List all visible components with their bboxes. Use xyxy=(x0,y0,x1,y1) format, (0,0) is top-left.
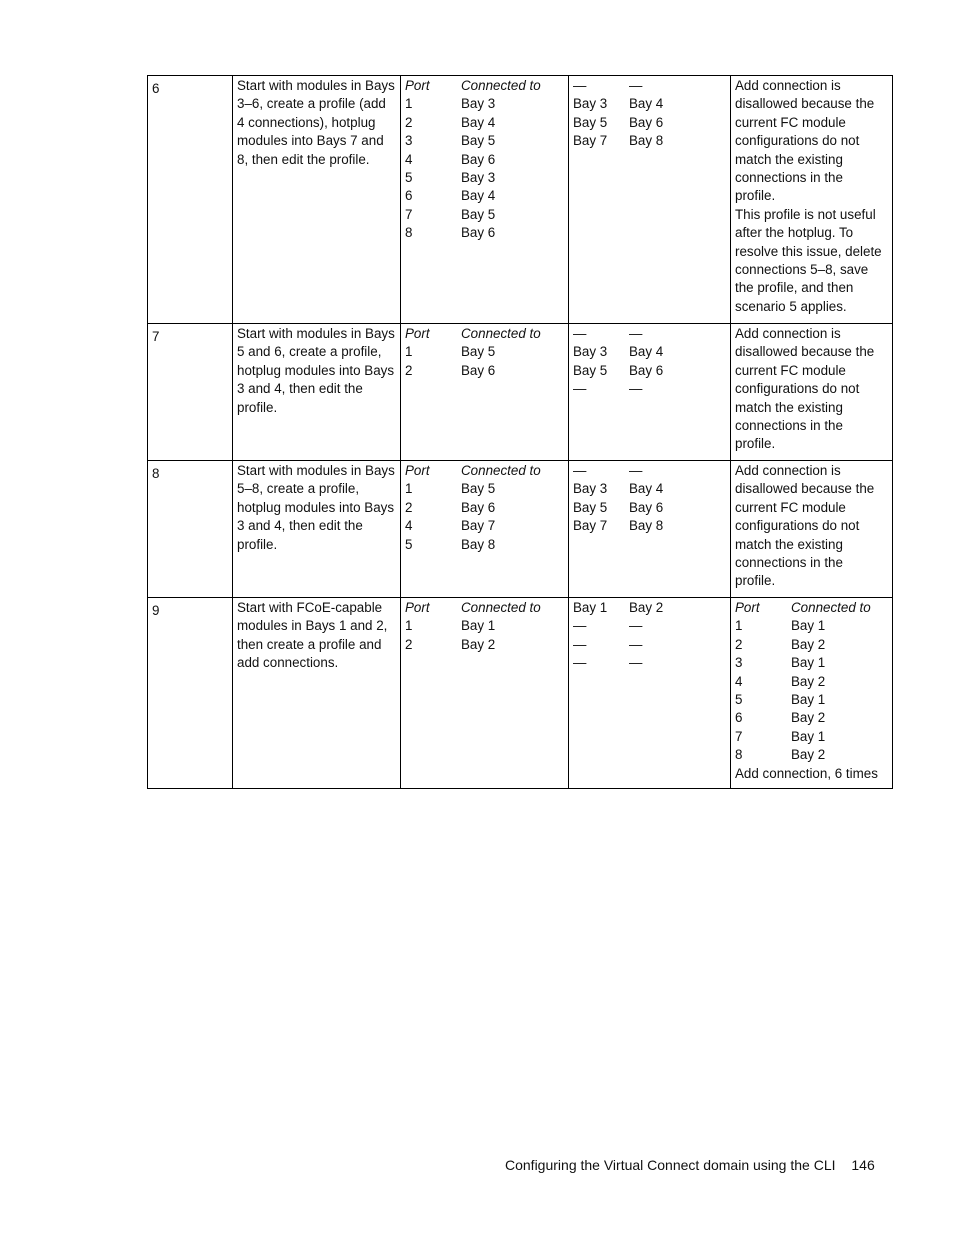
bay-modules-cell xyxy=(569,461,731,598)
bay-row-value: Bay 2 xyxy=(629,600,664,615)
port-header-port: Port xyxy=(405,78,430,93)
port-header-connected: Connected to xyxy=(461,78,541,93)
bay-row-value: Bay 4 xyxy=(629,96,664,112)
table-row xyxy=(148,76,893,324)
result-line: connections in the xyxy=(735,418,843,434)
bay-row-value: Bay 6 xyxy=(629,114,664,130)
result-line: This profile is not useful xyxy=(735,206,876,222)
bay-row-value: Bay 8 xyxy=(629,518,664,534)
bay-row xyxy=(573,325,726,343)
result-line: match the existing xyxy=(735,399,843,415)
port-row-value: Bay 3 xyxy=(461,170,496,186)
page-footer xyxy=(505,1157,875,1173)
scenario-number: 7 xyxy=(148,324,233,461)
result-port-header-connected: Connected to xyxy=(791,600,871,615)
result-line: profile. xyxy=(735,573,776,589)
port-row-value: Bay 5 xyxy=(461,344,496,360)
port-row-key: 2 xyxy=(405,499,413,515)
port-row xyxy=(405,187,564,205)
bay-modules-cell xyxy=(569,76,731,324)
bay-row xyxy=(573,132,726,150)
port-row xyxy=(405,224,564,242)
result-line: disallowed because the xyxy=(735,481,875,497)
result-line: current FC module xyxy=(735,362,846,378)
port-row-value: Bay 6 xyxy=(461,151,496,167)
bay-row-key: — xyxy=(573,636,587,652)
bay-row-value: Bay 4 xyxy=(629,344,664,360)
result-port-row-value: Bay 2 xyxy=(791,710,826,726)
bay-row-key: Bay 7 xyxy=(573,133,608,149)
bay-row-value: Bay 6 xyxy=(629,499,664,515)
port-row-key: 1 xyxy=(405,481,413,497)
result-port-row-value: Bay 1 xyxy=(791,618,826,634)
table-row xyxy=(148,461,893,598)
port-row xyxy=(405,499,564,517)
port-row-key: 1 xyxy=(405,344,413,360)
footer-title: Configuring the Virtual Connect domain using the CLI xyxy=(505,1157,836,1173)
bay-row xyxy=(573,114,726,132)
bay-row xyxy=(573,654,726,672)
result-port-row xyxy=(735,746,888,764)
port-row-value: Bay 6 xyxy=(461,362,496,378)
bay-row xyxy=(573,499,726,517)
port-row xyxy=(405,206,564,224)
port-row xyxy=(405,169,564,187)
bay-row-key: — xyxy=(573,463,587,478)
bay-row-key: Bay 3 xyxy=(573,96,608,112)
bay-row xyxy=(573,480,726,498)
port-row-value: Bay 4 xyxy=(461,188,496,204)
bay-row-value: Bay 8 xyxy=(629,133,664,149)
result-port-row-value: Bay 2 xyxy=(791,636,826,652)
result-cell xyxy=(731,76,893,324)
scenario-table-body xyxy=(148,76,893,789)
bay-row-key: — xyxy=(573,381,587,397)
port-row xyxy=(405,636,564,654)
port-row xyxy=(405,517,564,535)
port-row-key: 8 xyxy=(405,225,413,241)
scenario-description: Start with FCoE-capable modules in Bays 1 and 2, then create a profile and add connections. xyxy=(233,598,401,789)
result-port-row xyxy=(735,728,888,746)
bay-row-key: Bay 5 xyxy=(573,362,608,378)
result-port-row-value: Bay 1 xyxy=(791,728,826,744)
port-row xyxy=(405,95,564,113)
table-row xyxy=(148,324,893,461)
port-row-value: Bay 6 xyxy=(461,225,496,241)
port-row-value: Bay 5 xyxy=(461,133,496,149)
result-line: the profile, and then xyxy=(735,280,854,296)
result-cell xyxy=(731,598,893,789)
port-header xyxy=(405,462,564,480)
port-connections-cell xyxy=(401,76,569,324)
bay-row-value: Bay 6 xyxy=(629,362,664,378)
result-line: Add connection is xyxy=(735,326,841,341)
bay-row xyxy=(573,462,726,480)
result-line: Add connection is xyxy=(735,78,841,93)
bay-row-key: — xyxy=(573,655,587,671)
result-line: current FC module xyxy=(735,499,846,515)
result-footer: Add connection, 6 times xyxy=(735,765,878,781)
result-port-header-port: Port xyxy=(735,600,760,615)
result-port-row xyxy=(735,673,888,691)
result-port-row-key: 3 xyxy=(735,655,743,671)
port-row-value: Bay 5 xyxy=(461,206,496,222)
bay-row-value: — xyxy=(629,618,643,634)
port-row-key: 2 xyxy=(405,636,413,652)
bay-row-key: — xyxy=(573,618,587,634)
port-row-key: 1 xyxy=(405,618,413,634)
bay-row-value: — xyxy=(629,326,643,341)
scenario-number: 9 xyxy=(148,598,233,789)
port-row-key: 2 xyxy=(405,114,413,130)
port-row xyxy=(405,132,564,150)
port-row xyxy=(405,362,564,380)
port-row xyxy=(405,536,564,554)
result-line: connections in the xyxy=(735,555,843,571)
result-line: connections 5–8, save xyxy=(735,262,869,278)
port-connections-cell xyxy=(401,461,569,598)
port-connections-cell xyxy=(401,324,569,461)
bay-row-key: Bay 5 xyxy=(573,499,608,515)
port-row-value: Bay 2 xyxy=(461,636,496,652)
port-row-value: Bay 7 xyxy=(461,518,496,534)
bay-row-key: Bay 1 xyxy=(573,600,608,615)
port-header xyxy=(405,599,564,617)
scenario-description: Start with modules in Bays 3–6, create a profile (add 4 connections), hotplug modules into Bays 7 and 8, then edit the profile. xyxy=(233,76,401,324)
result-port-row-key: 2 xyxy=(735,636,743,652)
port-row xyxy=(405,343,564,361)
bay-row xyxy=(573,77,726,95)
result-port-row xyxy=(735,654,888,672)
bay-row-value: — xyxy=(629,636,643,652)
bay-row xyxy=(573,343,726,361)
port-row-value: Bay 4 xyxy=(461,114,496,130)
port-row-key: 4 xyxy=(405,518,413,534)
result-port-row-key: 7 xyxy=(735,728,743,744)
port-row-value: Bay 5 xyxy=(461,481,496,497)
result-line: match the existing xyxy=(735,151,843,167)
result-port-row-key: 6 xyxy=(735,710,743,726)
result-port-row xyxy=(735,617,888,635)
port-row xyxy=(405,617,564,635)
result-port-row xyxy=(735,691,888,709)
bay-row-key: — xyxy=(573,78,587,93)
bay-row-key: Bay 3 xyxy=(573,344,608,360)
bay-row-key: — xyxy=(573,326,587,341)
scenario-number: 6 xyxy=(148,76,233,324)
port-row-key: 7 xyxy=(405,206,413,222)
result-line: resolve this issue, delete xyxy=(735,243,882,259)
result-port-row-key: 5 xyxy=(735,692,743,708)
port-row-value: Bay 8 xyxy=(461,536,496,552)
result-line: profile. xyxy=(735,436,776,452)
bay-row-value: — xyxy=(629,655,643,671)
port-header-port: Port xyxy=(405,600,430,615)
result-line: disallowed because the xyxy=(735,96,875,112)
port-row xyxy=(405,480,564,498)
port-row-value: Bay 6 xyxy=(461,499,496,515)
result-line: configurations do not xyxy=(735,518,860,534)
result-port-row-value: Bay 1 xyxy=(791,692,826,708)
port-row-key: 4 xyxy=(405,151,413,167)
result-cell xyxy=(731,461,893,598)
port-row-key: 5 xyxy=(405,170,413,186)
bay-row-value: — xyxy=(629,381,643,397)
bay-row-value: Bay 4 xyxy=(629,481,664,497)
result-line: connections in the xyxy=(735,170,843,186)
bay-row-key: Bay 3 xyxy=(573,481,608,497)
result-port-row-value: Bay 1 xyxy=(791,655,826,671)
result-port-row-value: Bay 2 xyxy=(791,673,826,689)
result-cell xyxy=(731,324,893,461)
port-row-value: Bay 3 xyxy=(461,96,496,112)
result-port-row xyxy=(735,709,888,727)
result-port-row-key: 4 xyxy=(735,673,743,689)
result-line: configurations do not xyxy=(735,133,860,149)
port-connections-cell xyxy=(401,598,569,789)
scenario-number: 8 xyxy=(148,461,233,598)
page-number: 146 xyxy=(851,1157,875,1173)
result-line: after the hotplug. To xyxy=(735,225,854,241)
bay-modules-cell xyxy=(569,324,731,461)
port-row-key: 6 xyxy=(405,188,413,204)
bay-row xyxy=(573,636,726,654)
result-port-header xyxy=(735,599,888,617)
port-header-port: Port xyxy=(405,463,430,478)
result-line: current FC module xyxy=(735,114,846,130)
scenario-table xyxy=(147,75,893,789)
result-line: configurations do not xyxy=(735,381,860,397)
bay-row-value: — xyxy=(629,463,643,478)
port-row-value: Bay 1 xyxy=(461,618,496,634)
bay-row xyxy=(573,599,726,617)
result-line: match the existing xyxy=(735,536,843,552)
table-row xyxy=(148,598,893,789)
port-row-key: 1 xyxy=(405,96,413,112)
port-header-connected: Connected to xyxy=(461,600,541,615)
port-row xyxy=(405,151,564,169)
bay-row-value: — xyxy=(629,78,643,93)
scenario-description: Start with modules in Bays 5–8, create a profile, hotplug modules into Bays 3 and 4, then edit the profile. xyxy=(233,461,401,598)
port-header-port: Port xyxy=(405,326,430,341)
port-row xyxy=(405,114,564,132)
result-port-row xyxy=(735,636,888,654)
result-port-row-key: 1 xyxy=(735,618,743,634)
bay-row xyxy=(573,380,726,398)
bay-row-key: Bay 7 xyxy=(573,518,608,534)
bay-row xyxy=(573,517,726,535)
result-line: scenario 5 applies. xyxy=(735,298,847,314)
bay-row-key: Bay 5 xyxy=(573,114,608,130)
port-header-connected: Connected to xyxy=(461,463,541,478)
bay-row xyxy=(573,617,726,635)
port-header xyxy=(405,325,564,343)
result-line: profile. xyxy=(735,188,776,204)
port-header-connected: Connected to xyxy=(461,326,541,341)
port-header xyxy=(405,77,564,95)
result-line: Add connection is xyxy=(735,463,841,478)
bay-modules-cell xyxy=(569,598,731,789)
port-row-key: 2 xyxy=(405,362,413,378)
result-port-row-value: Bay 2 xyxy=(791,747,826,763)
result-line: disallowed because the xyxy=(735,344,875,360)
port-row-key: 5 xyxy=(405,536,413,552)
port-row-key: 3 xyxy=(405,133,413,149)
scenario-description: Start with modules in Bays 5 and 6, create a profile, hotplug modules into Bays 3 and 4, then edit the profile. xyxy=(233,324,401,461)
bay-row xyxy=(573,95,726,113)
bay-row xyxy=(573,362,726,380)
result-port-row-key: 8 xyxy=(735,747,743,763)
